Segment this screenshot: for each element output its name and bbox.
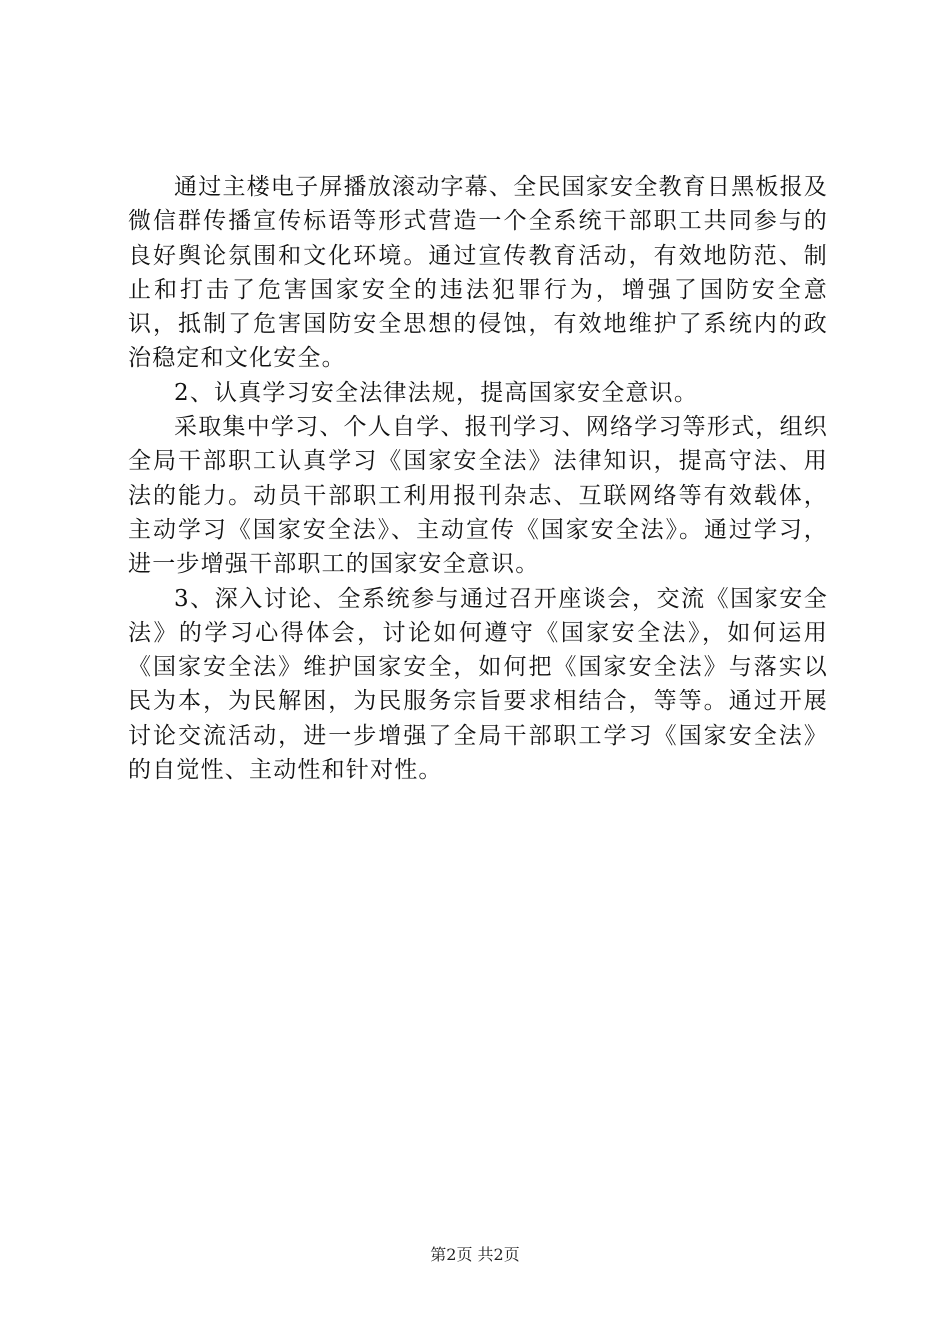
paragraph-discussion: 3、深入讨论、全系统参与通过召开座谈会，交流《国家安全法》的学习心得体会，讨论如何遵守《国家安全法》，如何运用《国家安全法》维护国家安全，如何把《国家安全法》与落实以民为本，为民解困，为民服务宗旨要求相结合，等等。通过开展讨论交流活动，进一步增强了全局干部职工学习《国家安全法》的自觉性、主动性和针对性。	[128, 585, 828, 784]
paragraph-propaganda: 通过主楼电子屏播放滚动字幕、全民国家安全教育日黑板报及微信群传播宣传标语等形式营造一个全系统干部职工共同参与的良好舆论氛围和文化环境。通过宣传教育活动，有效地防范、制止和打击了危害国家安全的违法犯罪行为，增强了国防安全意识，抵制了危害国防安全思想的侵蚀，有效地维护了系统内的政治稳定和文化安全。	[128, 174, 828, 372]
page-number-footer: 第2页 共2页	[430, 1245, 520, 1264]
paragraph-study: 采取集中学习、个人自学、报刊学习、网络学习等形式，组织全局干部职工认真学习《国家安全法》法律知识，提高守法、用法的能力。动员干部职工利用报刊杂志、互联网络等有效载体，主动学习《国家安全法》、主动宣传《国家安全法》。通过学习，进一步增强干部职工的国家安全意识。	[128, 414, 828, 578]
document-body	[128, 170, 828, 787]
paragraph-heading-2: 2、认真学习安全法律法规，提高国家安全意识。	[174, 379, 699, 406]
